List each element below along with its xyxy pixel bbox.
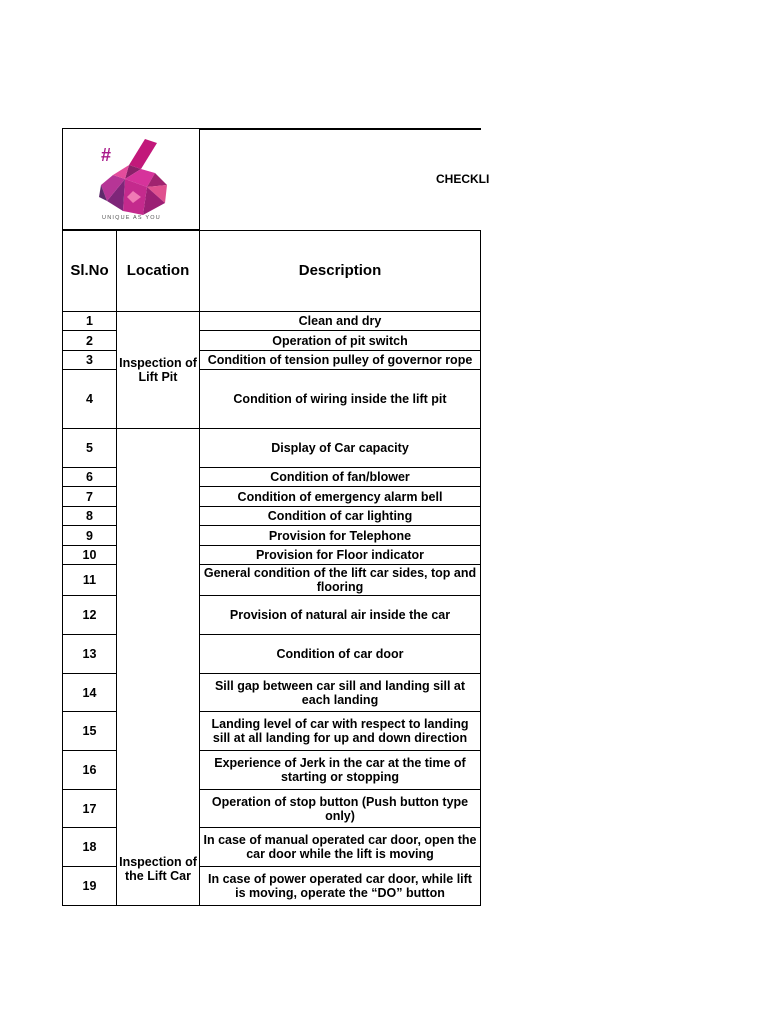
logo-cell bbox=[62, 128, 199, 230]
row-description: In case of manual operated car door, open the car door while the lift is moving bbox=[199, 828, 481, 867]
row-number: 19 bbox=[62, 867, 116, 906]
row-description: Provision of natural air inside the car bbox=[199, 596, 481, 635]
row-description: Condition of fan/blower bbox=[199, 468, 481, 487]
row-description: In case of power operated car door, while lift is moving, operate the “DO” button bbox=[199, 867, 481, 906]
row-description: Provision for Telephone bbox=[199, 526, 481, 546]
row-number: 10 bbox=[62, 546, 116, 565]
logo-tagline: UNIQUE AS YOU bbox=[102, 215, 161, 221]
row-number: 12 bbox=[62, 596, 116, 635]
brand-logo-icon bbox=[85, 135, 179, 217]
row-description: Clean and dry bbox=[199, 312, 481, 331]
checklist-sheet bbox=[62, 128, 490, 908]
row-description: Sill gap between car sill and landing sill at each landing bbox=[199, 674, 481, 712]
location-lift-pit: Inspection of Lift Pit bbox=[116, 312, 199, 429]
row-number: 15 bbox=[62, 712, 116, 751]
row-number: 14 bbox=[62, 674, 116, 712]
row-description: Operation of stop button (Push button type only) bbox=[199, 790, 481, 828]
row-number: 18 bbox=[62, 828, 116, 867]
row-number: 5 bbox=[62, 429, 116, 468]
row-number: 16 bbox=[62, 751, 116, 790]
row-description: Condition of tension pulley of governor rope bbox=[199, 351, 481, 370]
row-number: 13 bbox=[62, 635, 116, 674]
row-number: 7 bbox=[62, 487, 116, 507]
row-number: 17 bbox=[62, 790, 116, 828]
header-location: Location bbox=[116, 230, 199, 312]
row-description: Display of Car capacity bbox=[199, 429, 481, 468]
row-number: 1 bbox=[62, 312, 116, 331]
row-description: Condition of car lighting bbox=[199, 507, 481, 526]
row-description: Operation of pit switch bbox=[199, 331, 481, 351]
svg-text:#: # bbox=[101, 145, 112, 165]
row-number: 4 bbox=[62, 370, 116, 429]
row-number: 3 bbox=[62, 351, 116, 370]
header-description: Description bbox=[199, 230, 481, 312]
header-slno: Sl.No bbox=[62, 230, 116, 312]
row-number: 8 bbox=[62, 507, 116, 526]
location-lift-car: Inspection of the Lift Car bbox=[116, 429, 199, 906]
row-number: 6 bbox=[62, 468, 116, 487]
row-description: General condition of the lift car sides, top and flooring bbox=[199, 565, 481, 596]
row-number: 2 bbox=[62, 331, 116, 351]
row-number: 11 bbox=[62, 565, 116, 596]
row-description: Condition of emergency alarm bell bbox=[199, 487, 481, 507]
row-description: Condition of wiring inside the lift pit bbox=[199, 370, 481, 429]
row-description: Landing level of car with respect to landing sill at all landing for up and down direction bbox=[199, 712, 481, 751]
row-description: Experience of Jerk in the car at the time of starting or stopping bbox=[199, 751, 481, 790]
row-number: 9 bbox=[62, 526, 116, 546]
checklist-title: CHECKLI bbox=[436, 172, 490, 186]
row-description: Condition of car door bbox=[199, 635, 481, 674]
row-description: Provision for Floor indicator bbox=[199, 546, 481, 565]
